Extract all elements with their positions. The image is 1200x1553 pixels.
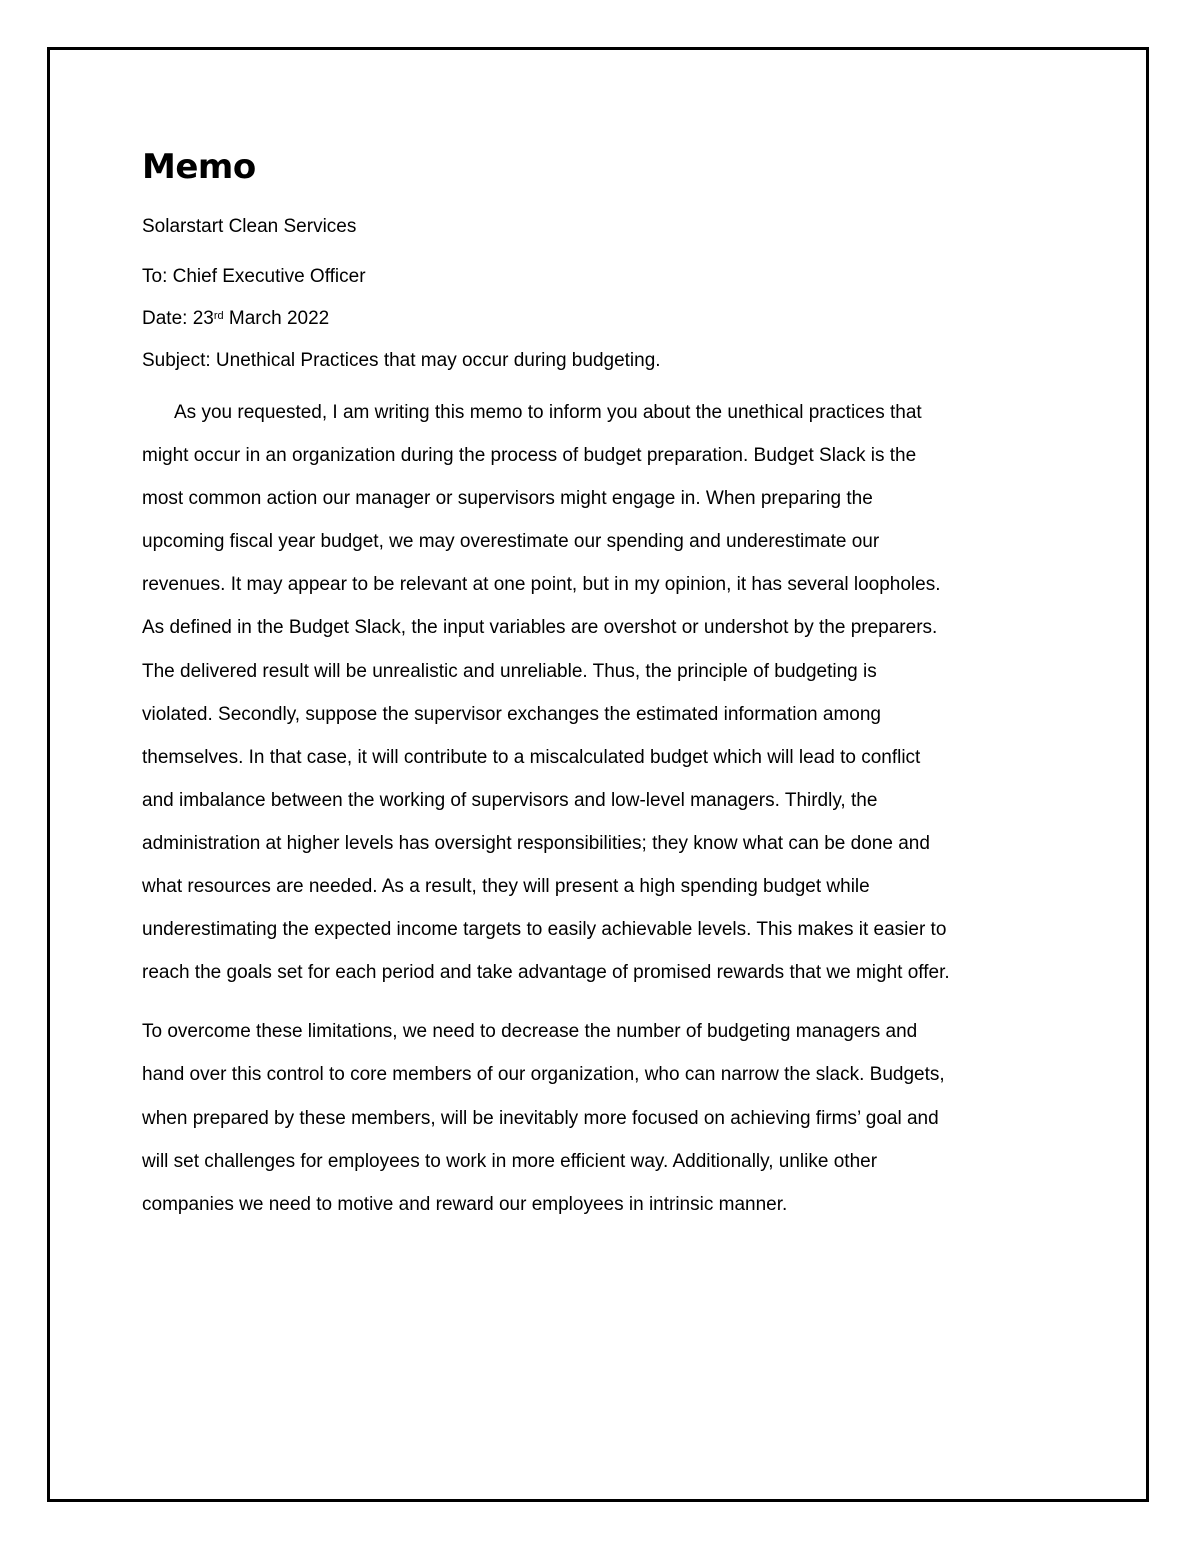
- body-paragraph-1: [142, 391, 1072, 994]
- memo-date-rest: March 2022: [223, 308, 330, 329]
- paragraph-line: most common action our manager or supervisors might engage in. When preparing the: [142, 488, 873, 510]
- paragraph-line: might occur in an organization during the process of budget preparation. Budget Slack is the: [142, 445, 917, 467]
- paragraph-line: upcoming fiscal year budget, we may overestimate our spending and underestimate our: [142, 531, 880, 553]
- paragraph-line: To overcome these limitations, we need to decrease the number of budgeting managers and: [142, 1021, 918, 1043]
- memo-recipient: To: Chief Executive Officer: [142, 266, 366, 287]
- paragraph-line: The delivered result will be unrealistic and unreliable. Thus, the principle of budgeting is: [142, 660, 877, 682]
- memo-date: [142, 305, 1072, 333]
- paragraph-line: As defined in the Budget Slack, the input variables are overshot or undershot by the preparers.: [142, 617, 938, 639]
- body-paragraph-2: [142, 1010, 1072, 1225]
- paragraph-line: companies we need to motive and reward our employees in intrinsic manner.: [142, 1193, 788, 1215]
- company-name: Solarstart Clean Services: [142, 216, 357, 237]
- paragraph-line: violated. Secondly, suppose the supervisor exchanges the estimated information among: [142, 703, 881, 725]
- paragraph-line: hand over this control to core members of our organization, who can narrow the slack. Budgets,: [142, 1064, 945, 1086]
- paragraph-line: what resources are needed. As a result, they will present a high spending budget while: [142, 876, 870, 898]
- paragraph-line: when prepared by these members, will be inevitably more focused on achieving firms’ goal and: [142, 1107, 939, 1129]
- paragraph-line: and imbalance between the working of supervisors and low-level managers. Thirdly, the: [142, 789, 878, 811]
- memo-title: Memo: [142, 147, 256, 187]
- paragraph-line: revenues. It may appear to be relevant at one point, but in my opinion, it has several loopholes.: [142, 574, 941, 596]
- memo-date-ordinal: rd: [213, 310, 224, 322]
- paragraph-line: administration at higher levels has oversight responsibilities; they know what can be done and: [142, 832, 930, 854]
- paragraph-line: As you requested, I am writing this memo to inform you about the unethical practices that: [174, 402, 922, 423]
- paragraph-line: will set challenges for employees to work in more efficient way. Additionally, unlike other: [142, 1150, 878, 1172]
- paragraph-line: themselves. In that case, it will contribute to a miscalculated budget which will lead to conflict: [142, 746, 921, 768]
- memo-date-prefix: Date: 23: [142, 308, 214, 329]
- memo-subject: Subject: Unethical Practices that may occur during budgeting.: [142, 350, 661, 371]
- paragraph-line: reach the goals set for each period and take advantage of promised rewards that we might offer.: [142, 962, 950, 984]
- memo-document: [142, 145, 1072, 1226]
- paragraph-line: underestimating the expected income targets to easily achievable levels. This makes it easier to: [142, 919, 947, 941]
